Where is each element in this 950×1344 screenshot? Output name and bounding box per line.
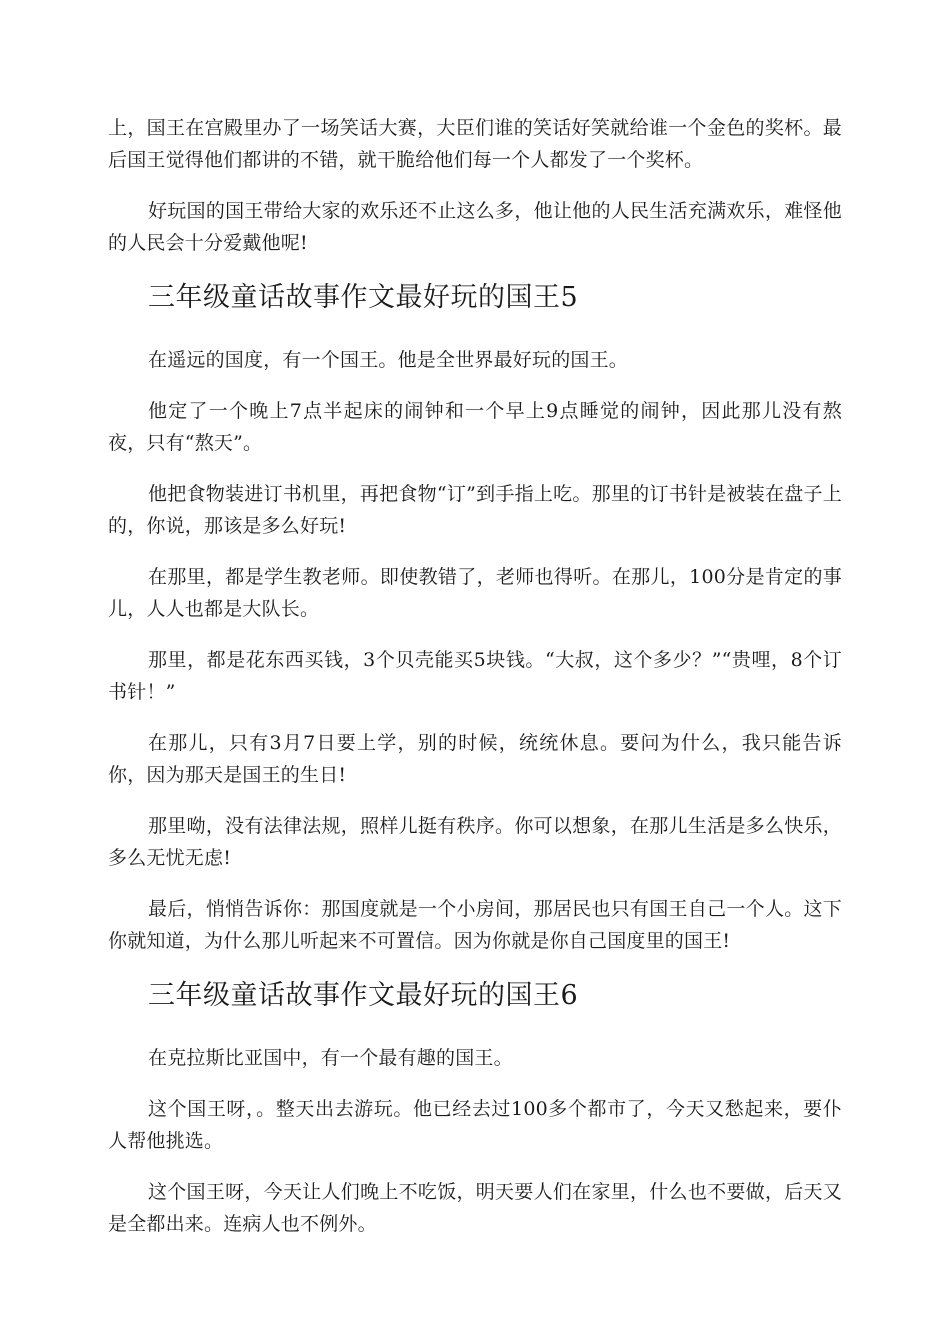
paragraph-3: 在遥远的国度，有一个国王。他是全世界最好玩的国王。 (148, 349, 629, 371)
section-heading-5: 三年级童话故事作文最好玩的国王5 (148, 282, 579, 313)
paragraph-12: 这个国王呀，。整天出去游玩。他已经去过100多个都市了，今天又愁起来，要仆人帮他挑选。 (108, 1098, 842, 1152)
paragraph-8: 在那儿，只有3月7日要上学，别的时候，统统休息。要问为什么，我只能告诉你，因为那天是国王的生日! (108, 732, 842, 786)
paragraph-9: 那里呦，没有法律法规，照样儿挺有秩序。你可以想象，在那儿生活是多么快乐，多么无忧无虑! (108, 815, 842, 869)
paragraph-7: 那里，都是花东西买钱，3个贝壳能买5块钱。“大叔，这个多少？”“贵哩，8个订书针！” (108, 649, 842, 703)
paragraph-6: 在那里，都是学生教老师。即使教错了，老师也得听。在那儿，100分是肯定的事儿，人人也都是大队长。 (108, 566, 842, 620)
paragraph-11: 在克拉斯比亚国中，有一个最有趣的国王。 (148, 1047, 513, 1069)
paragraph-13: 这个国王呀，今天让人们晚上不吃饭，明天要人们在家里，什么也不要做，后天又是全都出来。连病人也不例外。 (108, 1181, 842, 1235)
document-page (108, 112, 842, 1259)
paragraph-4: 他定了一个晚上7点半起床的闹钟和一个早上9点睡觉的闹钟，因此那儿没有熬夜，只有“熬天”。 (108, 400, 842, 454)
paragraph-2: 好玩国的国王带给大家的欢乐还不止这么多，他让他的人民生活充满欢乐，难怪他的人民会十分爱戴他呢! (108, 200, 842, 254)
paragraph-10: 最后，悄悄告诉你：那国度就是一个小房间，那居民也只有国王自己一个人。这下你就知道，为什么那儿听起来不可置信。因为你就是你自己国度里的国王! (108, 898, 842, 952)
section-heading-6: 三年级童话故事作文最好玩的国王6 (148, 980, 579, 1011)
paragraph-5: 他把食物装进订书机里，再把食物“订”到手指上吃。那里的订书针是被装在盘子上的，你说，那该是多么好玩! (108, 483, 842, 537)
paragraph-1: 上，国王在宫殿里办了一场笑话大赛，大臣们谁的笑话好笑就给谁一个金色的奖杯。最后国王觉得他们都讲的不错，就干脆给他们每一个人都发了一个奖杯。 (108, 117, 842, 171)
